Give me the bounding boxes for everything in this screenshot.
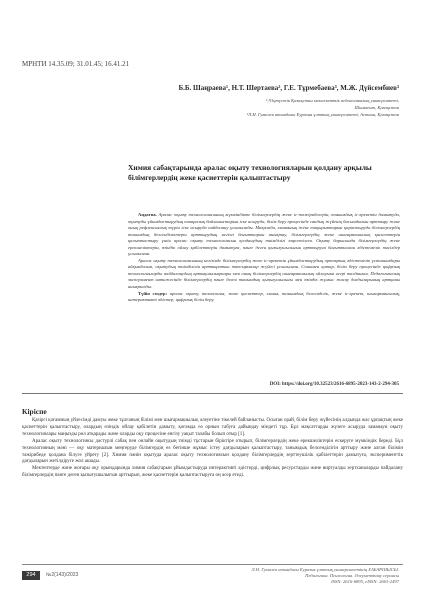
doi-link[interactable]: DOI: https://doi.org/10.32523/2616-6895-2023-143-2-294-305 bbox=[269, 382, 399, 387]
mrnti-code: МРНТИ 14.35.09; 31.01.45; 16.41.21 bbox=[22, 60, 130, 68]
affiliation-1-city: Шымкент, Қазақстан bbox=[354, 105, 399, 110]
journal-name: Л.Н. Гумилев атындағы Еуразия ұлттық университетінің ХАБАРШЫСЫ. bbox=[251, 567, 399, 572]
page-number: 294 bbox=[22, 571, 40, 580]
issue-number: №2(143)/2023 bbox=[46, 572, 79, 578]
footer-divider bbox=[22, 564, 403, 565]
journal-series: Педагогика. Психология. Әлеуметтану сериясы bbox=[305, 573, 399, 578]
section-divider bbox=[22, 393, 403, 394]
section-title: Кіріспе bbox=[22, 407, 47, 416]
abstract-block bbox=[128, 212, 400, 304]
body-paragraph-2: Аралас оқыту технологиясы дәстүрлі сабақ пен онлайн оқытудың тиімді тұстарын біріктіре отырып, білімгерлердің жеке ерекшеліктерін ескеруге мүмкіндік береді. Бұл технологияның мәні — оқу материалын меңгеруде білімгердің өз бетінше жұмыс істеу дағдыларын қалыптастыру, танымдық белсенділігін арттыру және алған білімін тәжірибеде қолдана білуге үйрету [2]. Химия пәнін оқытуда аралас оқыту технологиясын қолдану білімгерлердің зерттеушілік қабілеттерін дамытуға, эксперименттік дағдыларын жетілдіруге жол ашады. bbox=[22, 438, 403, 465]
journal-footer bbox=[199, 567, 399, 585]
abstract-paragraph-2: Аралас оқыту технологиясының негізінде білімгерлердің жеке іс-әрекетін ұйымдастырудың ортақтық әдістемелік ұстанымдары айқындалып, оқытудың тиімділігін арттыратын тапсырмалар жүйесі ұсынылған. Сонымен қатар, білім беру процесінде цифрлық технологияларды пайдаланудың артықшылықтары мен оның білімгерлердің шығармашылық ойлауына әсері талданған. Педагогикалық эксперимент нәтижесінде білімгерлердің пәнге деген танымдық қызығушылығы мен өзіндік жұмыс жасау дағдыларының артқаны анықталды. bbox=[128, 257, 400, 290]
abstract-label: Аңдатпа. bbox=[138, 212, 157, 217]
affiliation-1: ¹,²Оңтүстік Қазақстан мемлекеттік педагогикалық университеті, bbox=[265, 98, 399, 103]
affiliation-2: ³Л.Н. Гумилев атындағы Еуразия ұлттық университеті, Астана, Қазақстан bbox=[246, 112, 399, 117]
abstract-paragraph-1: Аралас оқыту технологиясының мүмкіндікте білімгерлердің жеке іс-тәжірибелерін, танымдық іс-әрекетін дамытуда, оқытуды ұйымдастырудың пәнаралық байланыстарын іске асыруда, білім беру процесінде сандық жүйенің басымдығын арттыру және оның рефлексиялық түрін іске асыруда пайдалану ұсынылады. Мақалада, химияның жеке тақырыптарын қарастыруда білімгерлердің танымдық белсенділіктерін арттырудың негізгі бағыттарын анықтау, білімгерлердің жеке шығармашылық қасиеттерін қалыптастыру үшін аралас оқыту технологиясын қолданудың тиімділігі көрсетілген. Оқыту барысында білімгерлердің жеке ерекшеліктерін, өзіндік ойлау қабілеттерін дамытуға, пәнге деген қызығушылығын арттыруға бағытталған әдістемелік тәсілдер ұсынылған. bbox=[128, 212, 400, 257]
article-title: Химия сабақтарында аралас оқыту технологияларын қолдану арқылы білімгерлердің жеке қасиеттерін қалыптастыру bbox=[128, 163, 372, 182]
keywords-text: аралас оқыту, технология, жеке қасиеттер, химия, танымдық белсенділік, жеке іс-әрекет, шығармашылық, интерактивті әдістер, цифрлық білім беру. bbox=[128, 290, 400, 303]
authors-line: Б.Б. Шаңраева¹, Н.Т. Шертаева², Г.Е. Тұрмебаева³, М.Ж. Дүйсембиев³ bbox=[178, 84, 399, 92]
body-paragraph-3: Мектептерде және жоғары оқу орындарында химия сабақтарын ұйымдастыруда интерактивті әдістерді, цифрлық ресурстарды және виртуалды зертханаларды пайдалану білімгерлердің пәнге деген қызығушылығын арттырып, жеке қасиеттерін қалыптастыруға оң әсер етеді. bbox=[22, 466, 403, 479]
journal-issn: ISSN: 2616-6895, eISSN: 2663-2497 bbox=[331, 579, 399, 584]
keywords-label: Түйін сөздер: bbox=[138, 290, 168, 296]
body-text bbox=[22, 418, 403, 480]
body-paragraph-1: Қазіргі қоғамның үйлесімді дамуы жеке тұлғаның білімі мен шығармашылық әлеуетіне тікелей байланысты. Осыған орай, білім беру жүйесінің алдында жас ұрпақтың жеке қасиеттерін қалыптастыру, олардың өзіндік ойлау қабілетін дамыту, қоғамда өз орнын табуға дайындау міндеті тұр. Бұл мақсаттарды жүзеге асыруда заманауи оқыту технологиялары маңызды рөл атқарады және оларды оқу процесіне енгізу уақыт талабы болып отыр [1]. bbox=[22, 418, 403, 437]
